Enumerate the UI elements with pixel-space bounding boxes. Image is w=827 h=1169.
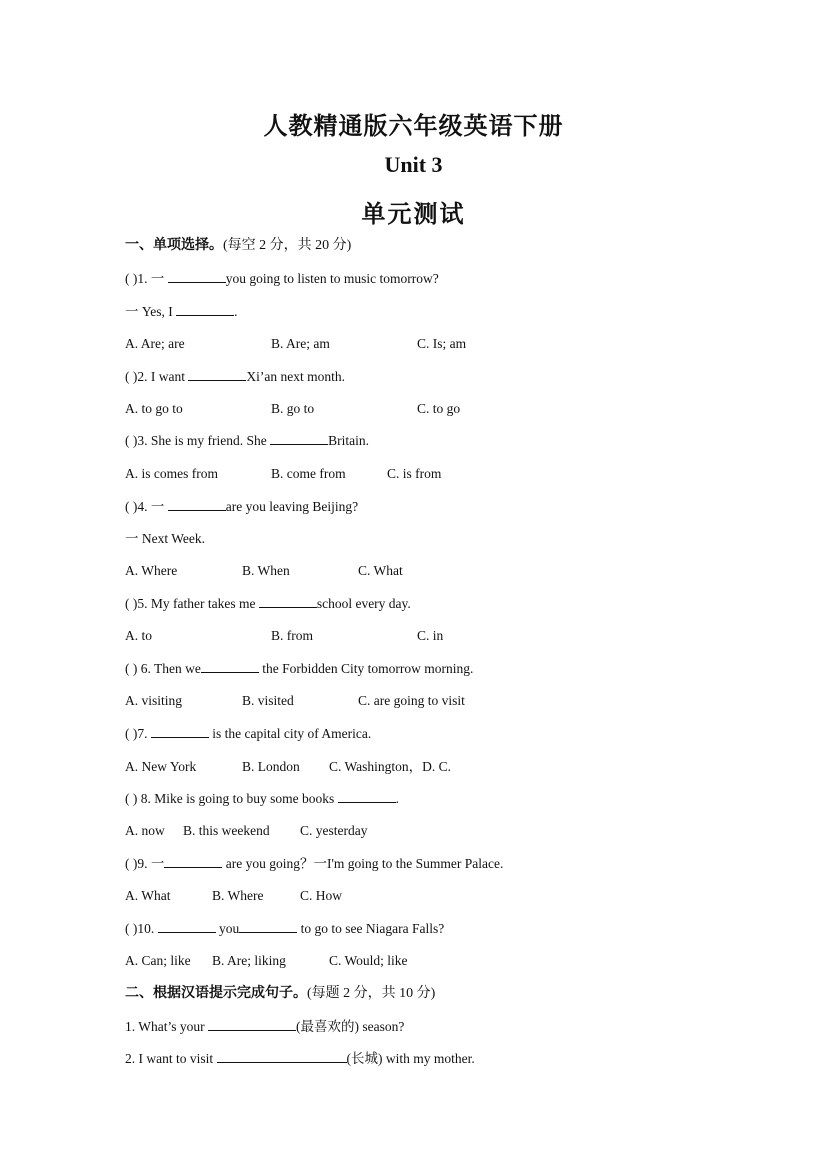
option-a: A. Can; like	[125, 953, 191, 968]
question-8: ( ) 8. Mike is going to buy some books .	[125, 791, 399, 806]
option-b: B. When	[242, 563, 290, 578]
section-2-heading: 二、根据汉语提示完成句子。(每题 2 分，共 10 分)	[125, 986, 436, 1001]
question-3: ( )3. She is my friend. She Britain.	[125, 433, 369, 448]
option-a: A. is comes from	[125, 466, 218, 481]
option-a: A. Where	[125, 563, 178, 578]
option-b: B. come from	[271, 466, 346, 481]
question-4-reply: 一 Next Week.	[125, 531, 206, 546]
sentence-2: 2. I want to visit (长城) with my mother.	[125, 1051, 475, 1066]
answer-blank[interactable]	[217, 1050, 347, 1063]
question-7: ( )7. is the capital city of America.	[125, 726, 372, 741]
question-1-reply: 一 Yes, I .	[125, 304, 238, 319]
answer-blank[interactable]	[168, 270, 226, 283]
question-10: ( )10. you to go to see Niagara Falls?	[125, 921, 445, 936]
answer-blank[interactable]	[270, 432, 328, 445]
option-c: C. is from	[387, 466, 442, 481]
question-1: ( )1. 一 you going to listen to music tomorrow?	[125, 271, 439, 286]
question-5: ( )5. My father takes me school every day.	[125, 596, 411, 611]
option-c: C. Washington，D. C.	[329, 759, 452, 774]
option-b: B. visited	[242, 693, 294, 708]
option-c: C. How	[300, 888, 343, 903]
option-a: A. visiting	[125, 693, 183, 708]
option-c: C. Is; am	[417, 336, 467, 351]
sentence-1: 1. What’s your (最喜欢的) season?	[125, 1019, 405, 1034]
option-c: C. yesterday	[300, 823, 368, 838]
option-a: A. to	[125, 628, 152, 643]
answer-blank[interactable]	[158, 920, 216, 933]
option-c: C. Would; like	[329, 953, 408, 968]
option-b: B. Where	[212, 888, 264, 903]
option-b: B. Are; liking	[212, 953, 286, 968]
option-b: B. London	[242, 759, 300, 774]
answer-blank[interactable]	[176, 303, 234, 316]
question-2: ( )2. I want Xi’an next month.	[125, 369, 345, 384]
option-c: C. What	[358, 563, 403, 578]
answer-blank[interactable]	[201, 660, 259, 673]
question-4: ( )4. 一 are you leaving Beijing?	[125, 499, 359, 514]
option-b: B. go to	[271, 401, 315, 416]
question-9: ( )9. 一 are you going？一I'm going to the Summer Palace.	[125, 856, 504, 871]
question-6: ( ) 6. Then we the Forbidden City tomorrow morning.	[125, 661, 474, 676]
answer-blank[interactable]	[188, 368, 246, 381]
option-c: C. to go	[417, 401, 461, 416]
document-title: 人教精通版六年级英语下册	[263, 114, 564, 140]
answer-blank[interactable]	[151, 725, 209, 738]
option-a: A. now	[125, 823, 165, 838]
option-b: B. Are; am	[271, 336, 330, 351]
answer-blank[interactable]	[239, 920, 297, 933]
option-b: B. from	[271, 628, 313, 643]
answer-blank[interactable]	[208, 1018, 296, 1031]
option-a: A. New York	[125, 759, 197, 774]
option-b: B. this weekend	[183, 823, 270, 838]
answer-blank[interactable]	[259, 595, 317, 608]
test-heading: 单元测试	[361, 202, 466, 228]
answer-blank[interactable]	[338, 790, 396, 803]
unit-subtitle: Unit 3	[384, 152, 443, 177]
option-c: C. in	[417, 628, 444, 643]
answer-blank[interactable]	[164, 855, 222, 868]
answer-blank[interactable]	[168, 498, 226, 511]
option-a: A. to go to	[125, 401, 183, 416]
option-a: A. What	[125, 888, 171, 903]
section-1-heading: 一、单项选择。(每空 2 分，共 20 分)	[125, 238, 352, 253]
option-a: A. Are; are	[125, 336, 185, 351]
option-c: C. are going to visit	[358, 693, 465, 708]
